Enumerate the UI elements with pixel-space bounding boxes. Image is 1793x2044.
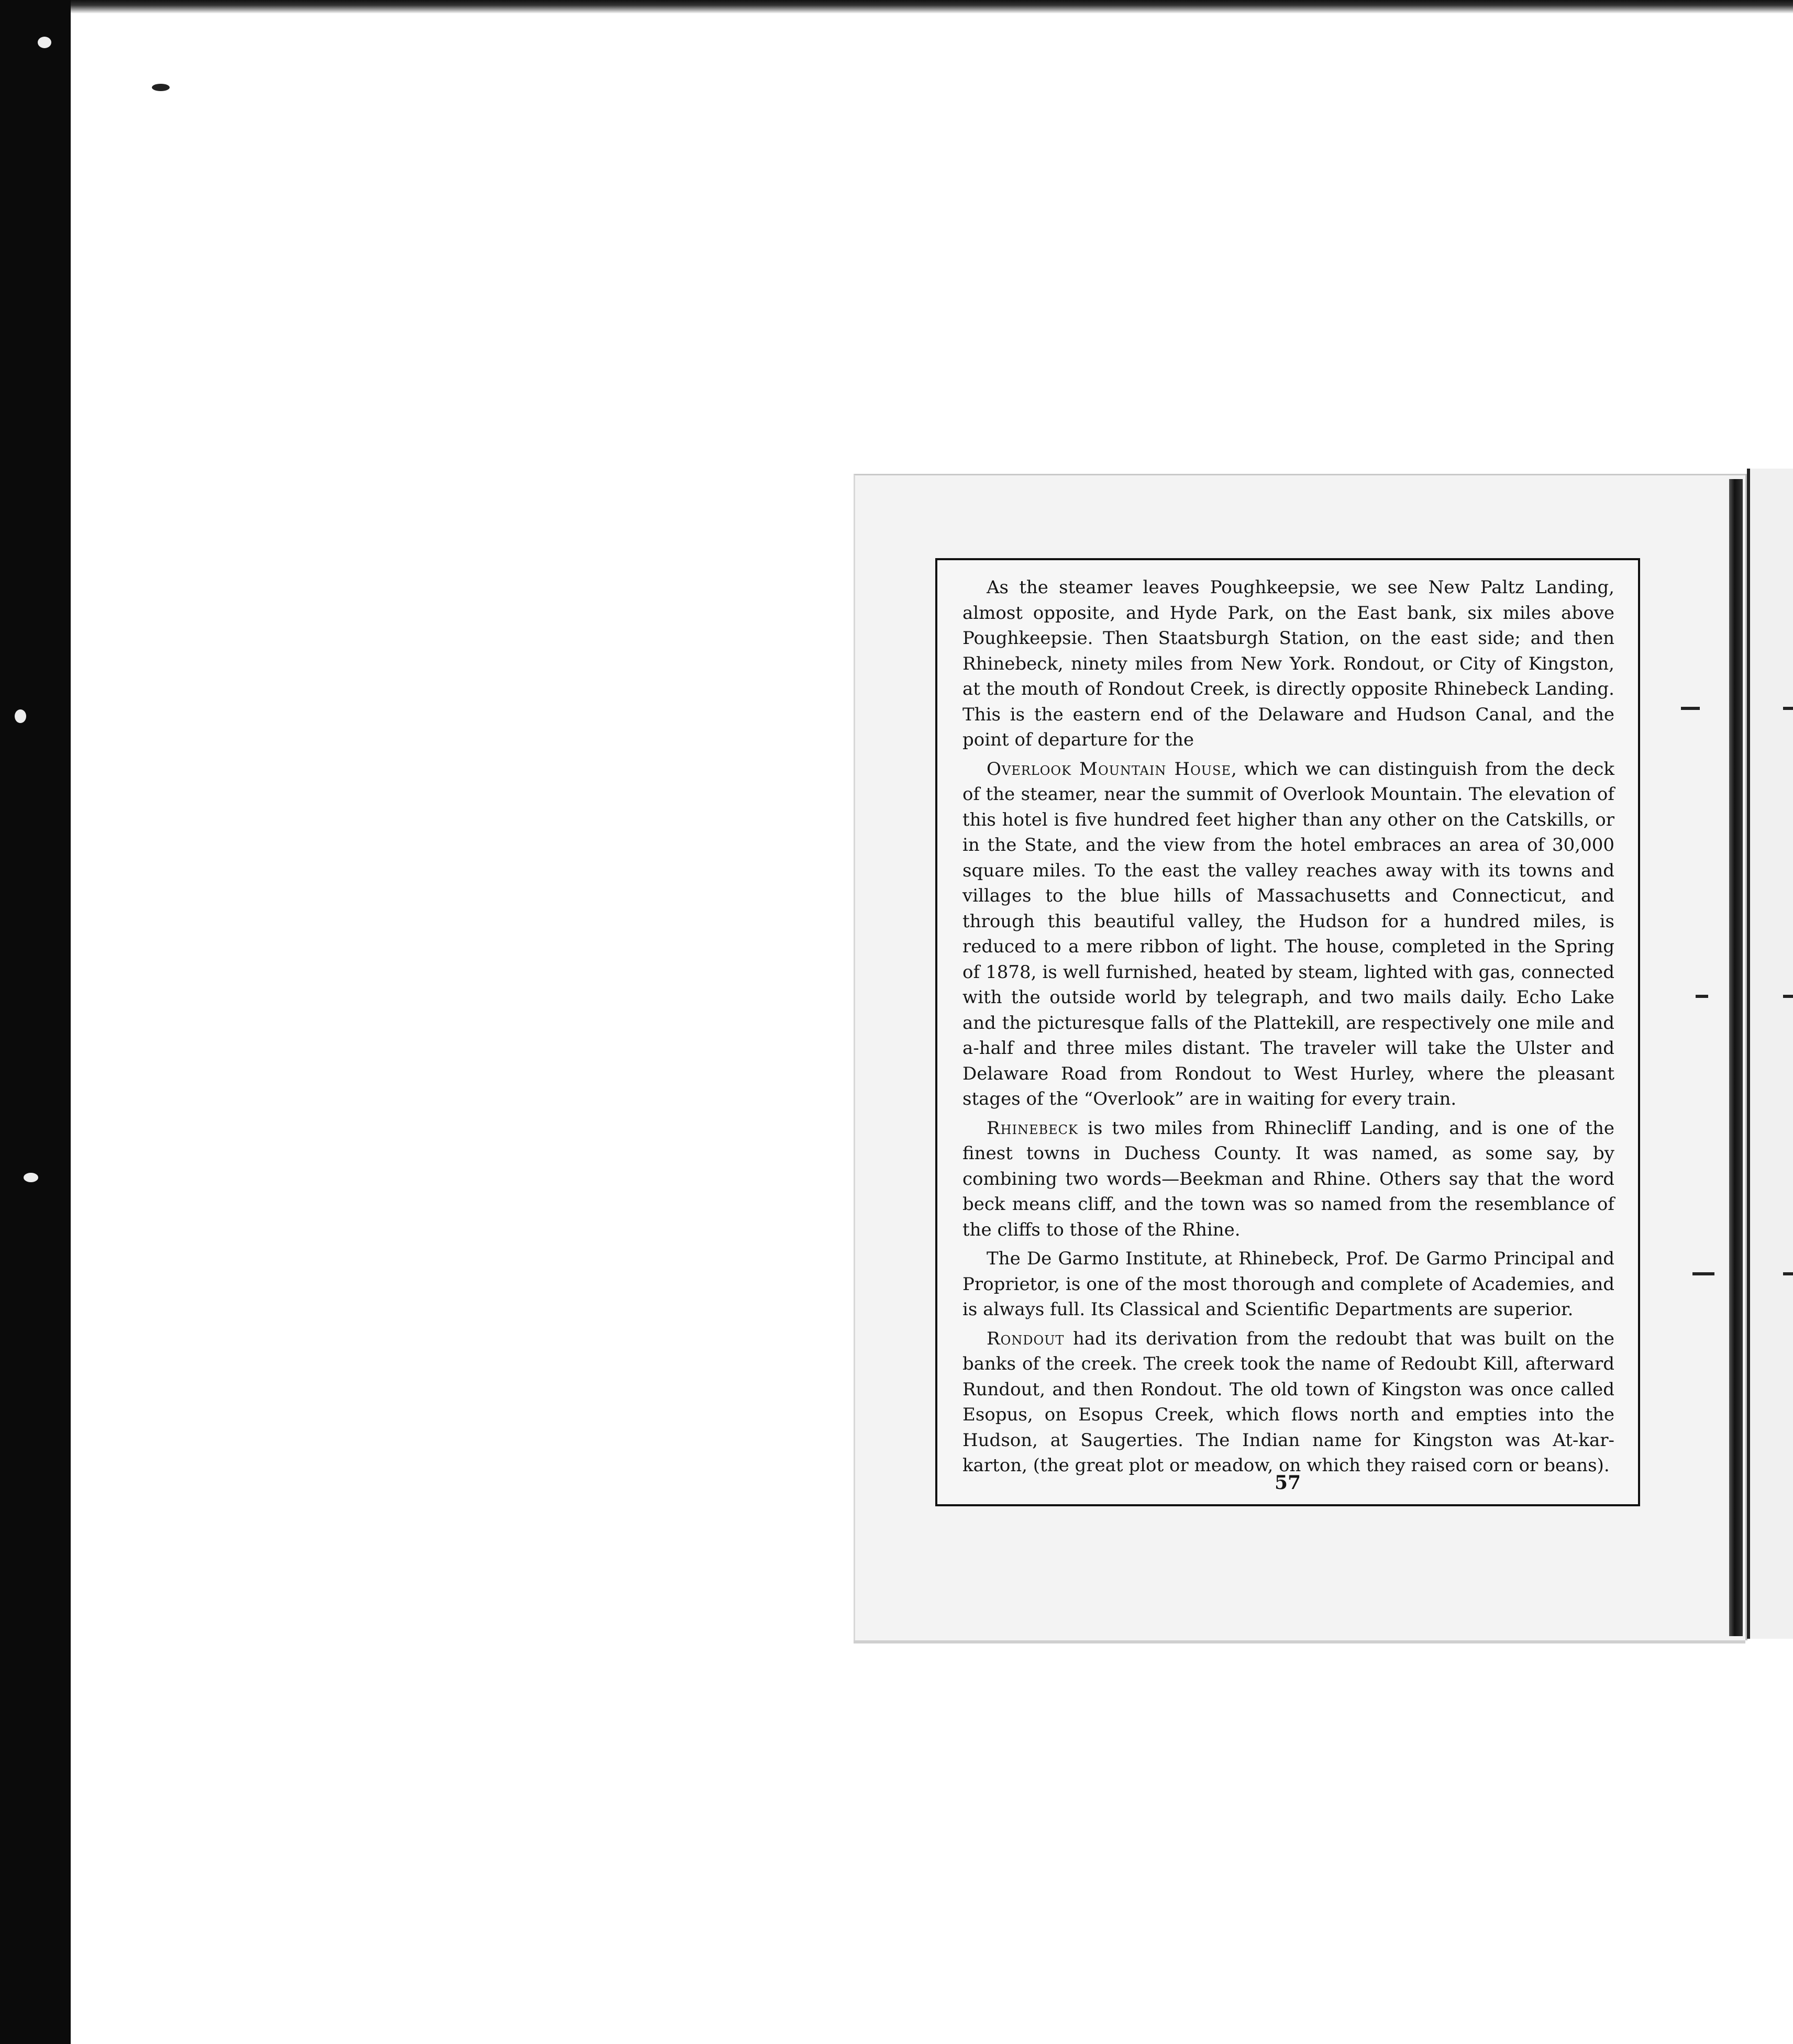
paragraph-text: had its derivation from the redoubt that was built on the banks of the creek. The creek took the name of Redoubt Kill, afterward Rundout, and then Rondout. The old town of Kingston was once called Esopus, on Esopus Creek, which flows north and empties into the Hudson, at Saugerties. The Indian name for Kingston was At-kar-karton, (the great plot or meadow, on which they raised corn or beans). — [962, 1328, 1614, 1476]
dust-speck — [24, 1173, 38, 1182]
dust-speck — [38, 37, 51, 48]
scan-dark-edge-left — [0, 0, 71, 2044]
paragraph-lead: Overlook Mountain House — [987, 758, 1231, 780]
paragraph-text: is two miles from Rhinecliff Landing, and is one of the finest towns in Duchess County. It was named, as some say, by combining two words—Beekman and Rhine. Others say that the word beck means cliff, and the town was so named from the resemblance of the cliffs to those of the Rhine. — [962, 1117, 1614, 1240]
page-edge-mark — [1681, 707, 1700, 710]
paragraph-steamer-route — [962, 575, 1614, 753]
page-text — [962, 575, 1614, 1482]
facing-page-edge — [1747, 469, 1793, 1639]
page-edge-mark — [1692, 1272, 1714, 1275]
paragraph-rhinebeck — [962, 1116, 1614, 1243]
page-edge-mark — [1783, 995, 1793, 998]
paragraph-text: As the steamer leaves Poughkeepsie, we see New Paltz Landing, almost opposite, and Hyde Park, on the East bank, six miles above Poughkeepsie. Then Staatsburgh Station, on the east side; and then Rhinebeck, ninety miles from New York. Rondout, or City of Kingston, at the mouth of Rondout Creek, is directly opposite Rhinebeck Landing. This is the eastern end of the Delaware and Hudson Canal, and the point of departure for the — [962, 577, 1614, 750]
scan-dark-edge-top — [71, 0, 1793, 14]
dust-speck — [15, 709, 26, 723]
printed-text-frame — [935, 558, 1640, 1506]
paragraph-text: The De Garmo Institute, at Rhinebeck, Prof. De Garmo Principal and Proprietor, is one of the most thorough and complete of Academies, and is always full. Its Classical and Scientific Departments are superior. — [962, 1248, 1614, 1320]
page-edge-mark — [1783, 1272, 1793, 1275]
book-gutter — [1729, 479, 1743, 1636]
page-edge-mark — [1783, 707, 1793, 710]
paragraph-lead: Rondout — [987, 1328, 1065, 1349]
paragraph-rondout — [962, 1326, 1614, 1479]
paragraph-de-garmo-institute — [962, 1246, 1614, 1323]
dust-speck — [152, 84, 170, 91]
paragraph-overlook-mountain-house — [962, 757, 1614, 1112]
page-number: 57 — [1274, 1472, 1301, 1494]
page-edge-mark — [1696, 995, 1708, 998]
paragraph-text: , which we can distinguish from the deck of the steamer, near the summit of Overlook Mountain. The elevation of this hotel is five hundred feet higher than any other on the Catskills, or in the State, and the view from the hotel embraces an area of 30,000 square miles. To the east the valley reaches away with its towns and villages to the blue hills of Massachusetts and Connecticut, and through this beautiful valley, the Hudson for a hundred miles, is reduced to a mere ribbon of light. The house, completed in the Spring of 1878, is well furnished, heated by steam, lighted with gas, connected with the outside world by telegraph, and two mails daily. Echo Lake and the picturesque falls of the Plattekill, are respectively one mile and a-half and three miles distant. The traveler will take the Ulster and Delaware Road from Rondout to West Hurley, where the pleasant stages of the “Overlook” are in waiting for every train. — [962, 758, 1614, 1109]
paragraph-lead: Rhinebeck — [987, 1117, 1078, 1139]
